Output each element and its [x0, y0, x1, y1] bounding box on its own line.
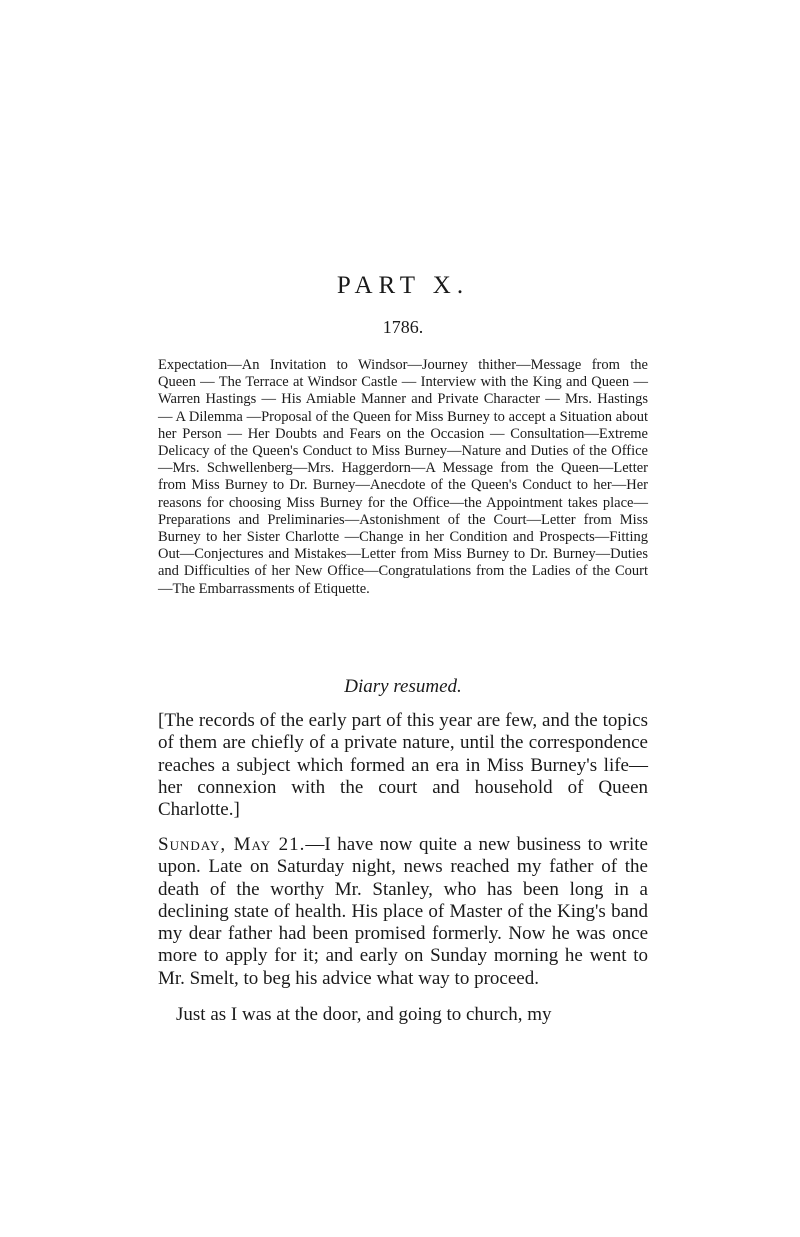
editorial-intro: [The records of the early part of this year are few, and the topics of them are chiefly of a private nature, until the correspondence reaches a subject which formed an era in Miss Burney's life—her connexion with the court and household of Queen Charlotte.] — [158, 710, 648, 821]
section-heading: Diary resumed. — [344, 676, 462, 697]
diary-continuation: Just as I was at the door, and going to church, my — [176, 1004, 552, 1025]
year-heading: 1786. — [382, 317, 424, 337]
chapter-synopsis: Expectation—An Invitation to Windsor—Journey thither—Message from the Queen — The Terrace at Windsor Castle — Interview with the King and Queen — Warren Hastings — His Amiable Manner and Private Character — Mrs. Hastings — A Dilemma —Proposal of the Queen for Miss Burney to accept a Situation about her Person — Her Doubts and Fears on the Occasion — Consultation—Extreme Delicacy of the Queen's Conduct to Miss Burney—Nature and Duties of the Office—Mrs. Schwellenberg—Mrs. Haggerdorn—A Message from the Queen—Letter from Miss Burney to Dr. Burney—Anecdote of the Queen's Conduct to her—Her reasons for choosing Miss Burney for the Office—the Appointment takes place—Preparations and Preliminaries—Astonishment of the Court—Letter from Miss Burney to her Sister Charlotte —Change in her Condition and Prospects—Fitting Out—Conjectures and Mistakes—Letter from Miss Burney to Dr. Burney—Duties and Difficulties of her New Office—Congratulations from the Ladies of the Court—The Embarrassments of Etiquette. — [158, 357, 648, 597]
entry-date: Sunday, May 21. — [158, 834, 306, 855]
diary-entry — [158, 834, 648, 990]
entry-text: —I have now quite a new business to write upon. Late on Saturday night, news reached my father of the death of the worthy Mr. Stanley, who has been long in a declining state of health. His place of Master of the King's band my dear father had been promised formerly. Now he was once more to apply for it; and early on Sunday morning he went to Mr. Smelt, to beg his advice what way to proceed. — [158, 834, 648, 989]
part-title: PART X. — [336, 272, 470, 299]
